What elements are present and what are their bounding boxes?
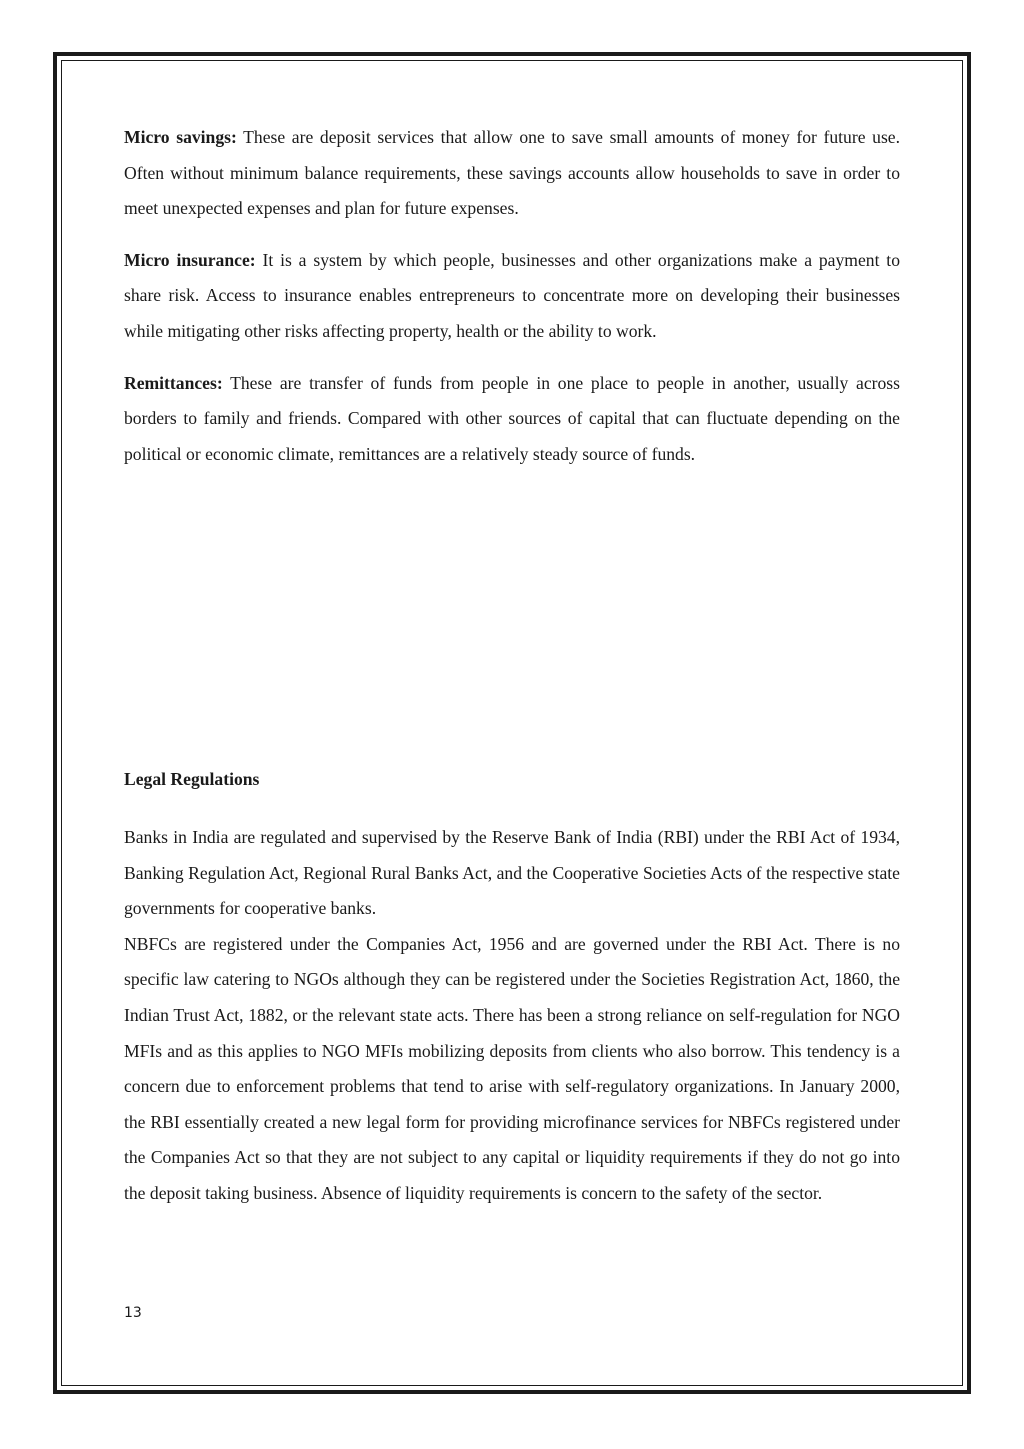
- remittances-term: Remittances:: [124, 372, 223, 393]
- definitions-section: [124, 120, 900, 472]
- remittances-paragraph: [124, 366, 900, 473]
- micro-savings-term: Micro savings:: [124, 127, 237, 147]
- micro-insurance-paragraph: [124, 243, 900, 350]
- micro-insurance-text: It is a system by which people, businesses and other organizations make a payment to share risk. Access to insurance enables entrepreneurs to concentrate more on developing their businesses while mitigating other risks affecting property, health or the ability to work.: [124, 249, 900, 341]
- remittances-text: These are transfer of funds from people in one place to people in another, usually across borders to family and friends. Compared with other sources of capital that can fluctuate depending on the political or economic climate, remittances are a relatively steady source of funds.: [124, 372, 900, 464]
- micro-savings-text: These are deposit services that allow one to save small amounts of money for future use. Often without minimum balance requirements, these savings accounts allow households to save in order to meet unexpected expenses and plan for future expenses.: [124, 127, 901, 219]
- page-number: 13: [124, 1305, 142, 1321]
- micro-savings-paragraph: [124, 120, 900, 227]
- legal-paragraph-1: Banks in India are regulated and supervised by the Reserve Bank of India (RBI) under the RBI Act of 1934, Banking Regulation Act, Regional Rural Banks Act, and the Cooperative Societies Acts of the respective state governments for cooperative banks.: [124, 827, 900, 919]
- legal-regulations-section: [124, 820, 900, 1212]
- legal-paragraph-2: NBFCs are registered under the Companies Act, 1956 and are governed under the RBI Act. There is no specific law catering to NGOs although they can be registered under the Societies Registration Act, 1860, the Indian Trust Act, 1882, or the relevant state acts. There has been a strong reliance on self-regulation for NGO MFIs and as this applies to NGO MFIs mobilizing deposits from clients who also borrow. This tendency is a concern due to enforcement problems that tend to arise with self-regulatory organizations. In January 2000, the RBI essentially created a new legal form for providing microfinance services for NBFCs registered under the Companies Act so that they are not subject to any capital or liquidity requirements if they do not go into the deposit taking business. Absence of liquidity requirements is concern to the safety of the sector.: [124, 933, 900, 1203]
- legal-regulations-heading: Legal Regulations: [124, 769, 260, 789]
- micro-insurance-term: Micro insurance:: [124, 249, 256, 270]
